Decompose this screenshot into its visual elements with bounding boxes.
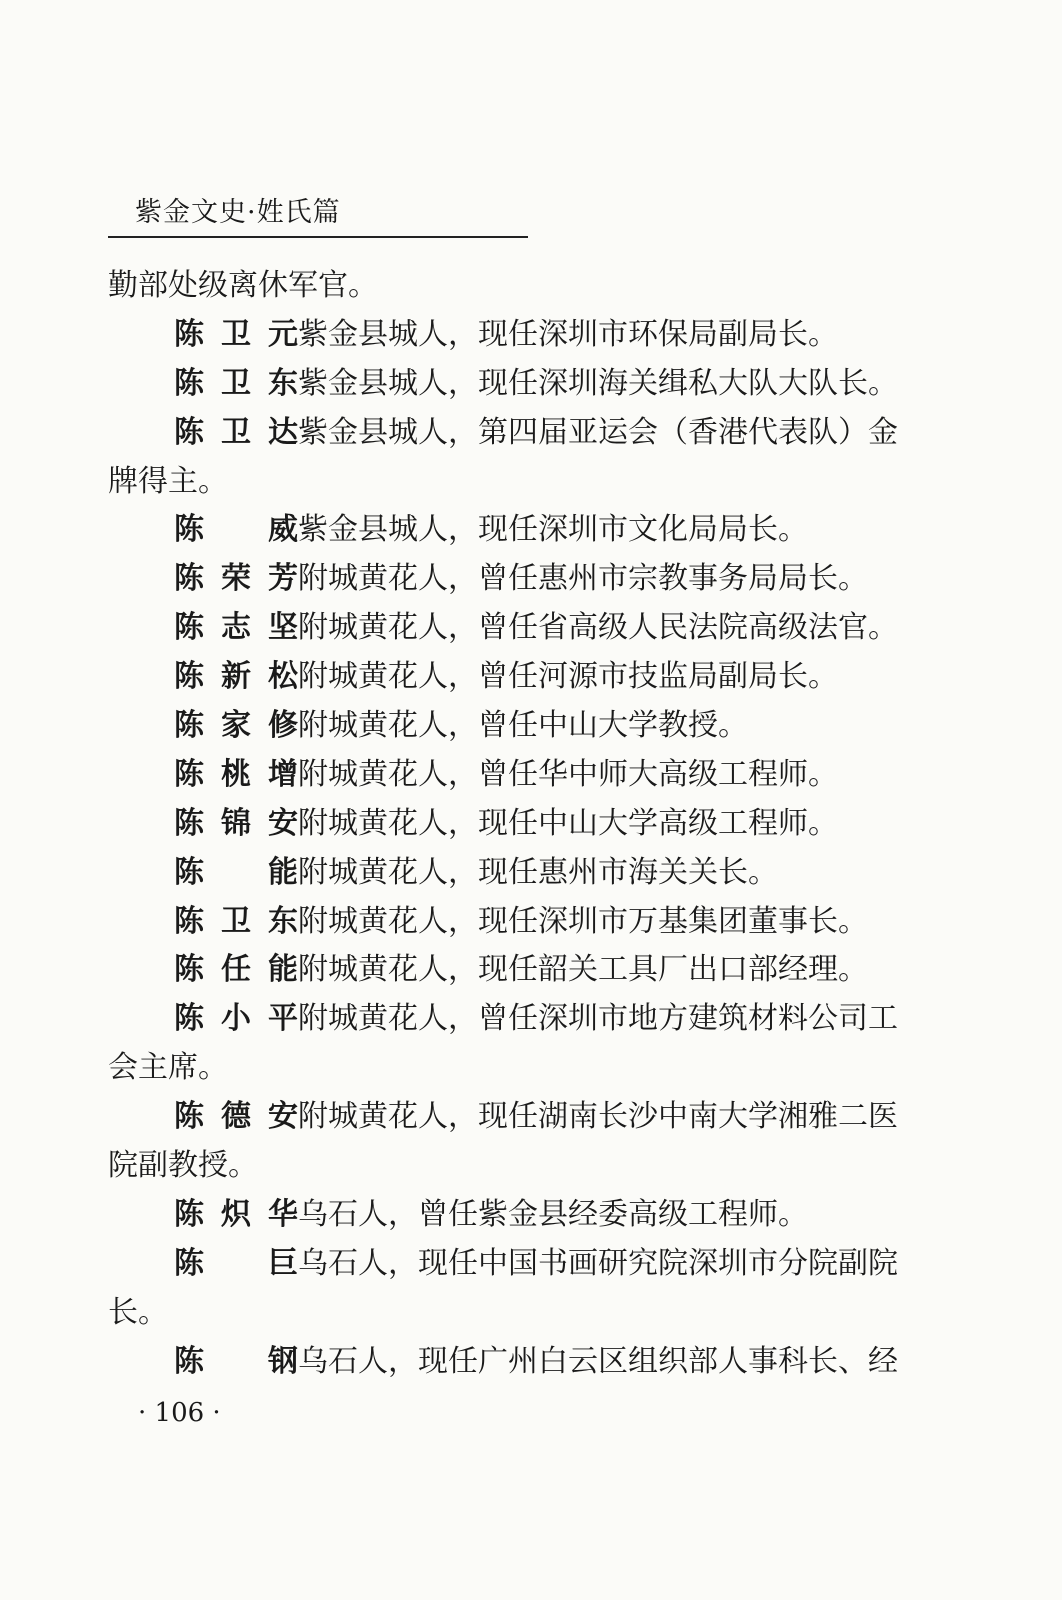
entry-line (108, 751, 938, 800)
person-name: 陈桃增 (174, 756, 298, 792)
person-name: 陈炽华 (174, 1196, 298, 1232)
person-desc: 紫金县城人，第四届亚运会（香港代表队）金 (298, 414, 898, 450)
person-name: 陈卫东 (174, 365, 298, 401)
person-desc: 乌石人，曾任紫金县经委高级工程师。 (298, 1196, 808, 1232)
entry-line (108, 800, 938, 849)
person-desc: 附城黄花人，现任惠州市海关关长。 (298, 854, 778, 890)
text-line (108, 1044, 938, 1093)
entry-line (108, 1191, 938, 1240)
person-desc: 附城黄花人，曾任华中师大高级工程师。 (298, 756, 838, 792)
person-desc: 附城黄花人，现任湖南长沙中南大学湘雅二医 (298, 1099, 898, 1135)
text-line (108, 1142, 938, 1191)
person-name: 陈小平 (174, 1001, 298, 1037)
person-desc: 附城黄花人，现任深圳市万基集团董事长。 (298, 903, 868, 939)
running-header: 紫金文史·姓氏篇 (135, 197, 341, 228)
person-desc: 附城黄花人，现任中山大学高级工程师。 (298, 805, 838, 841)
page-number: · 106 · (138, 1398, 221, 1428)
person-desc: 附城黄花人，曾任深圳市地方建筑材料公司工 (298, 1001, 898, 1037)
person-desc: 附城黄花人，曾任惠州市宗教事务局局长。 (298, 561, 868, 597)
person-desc: 乌石人，现任中国书画研究院深圳市分院副院 (298, 1245, 898, 1281)
entry-line (108, 360, 938, 409)
person-name: 陈任能 (174, 952, 298, 988)
person-name: 陈志坚 (174, 610, 298, 646)
person-name: 陈新松 (174, 659, 298, 695)
entry-line (108, 506, 938, 555)
text-line (108, 1289, 938, 1338)
line-text: 院副教授。 (108, 1148, 258, 1184)
entry-line (108, 849, 938, 898)
entry-line (108, 1240, 938, 1289)
person-desc: 附城黄花人，曾任河源市技监局副局长。 (298, 659, 838, 695)
person-name: 陈荣芳 (174, 561, 298, 597)
person-desc: 乌石人，现任广州白云区组织部人事科长、经 (298, 1343, 898, 1379)
entry-line (108, 311, 938, 360)
entry-line (108, 653, 938, 702)
person-desc: 附城黄花人，曾任省高级人民法院高级法官。 (298, 610, 898, 646)
person-name: 陈家修 (174, 708, 298, 744)
person-name: 陈 巨 (174, 1245, 298, 1281)
entry-line (108, 898, 938, 947)
person-name: 陈 威 (174, 512, 298, 548)
text-line (108, 262, 938, 311)
entry-line (108, 1338, 938, 1387)
person-desc: 紫金县城人，现任深圳市环保局副局长。 (298, 316, 838, 352)
person-name: 陈卫东 (174, 903, 298, 939)
entry-line (108, 946, 938, 995)
entry-line (108, 555, 938, 604)
person-desc: 紫金县城人，现任深圳海关缉私大队大队长。 (298, 365, 898, 401)
entry-line (108, 604, 938, 653)
person-name: 陈卫达 (174, 414, 298, 450)
line-text: 会主席。 (108, 1050, 228, 1086)
line-text: 勤部处级离休军官。 (108, 268, 378, 303)
line-text: 牌得主。 (108, 463, 228, 499)
person-name: 陈德安 (174, 1099, 298, 1135)
page-body (108, 262, 938, 1386)
entry-line (108, 1093, 938, 1142)
person-name: 陈 钢 (174, 1343, 298, 1379)
entry-line (108, 995, 938, 1044)
entry-line (108, 702, 938, 751)
header-rule (108, 236, 528, 238)
person-name: 陈 能 (174, 854, 298, 890)
person-desc: 附城黄花人，现任韶关工具厂出口部经理。 (298, 952, 868, 988)
person-name: 陈卫元 (174, 316, 298, 352)
person-desc: 紫金县城人，现任深圳市文化局局长。 (298, 512, 808, 548)
line-text: 长。 (108, 1294, 168, 1330)
entry-line (108, 409, 938, 458)
text-line (108, 458, 938, 507)
person-desc: 附城黄花人，曾任中山大学教授。 (298, 708, 748, 744)
person-name: 陈锦安 (174, 805, 298, 841)
